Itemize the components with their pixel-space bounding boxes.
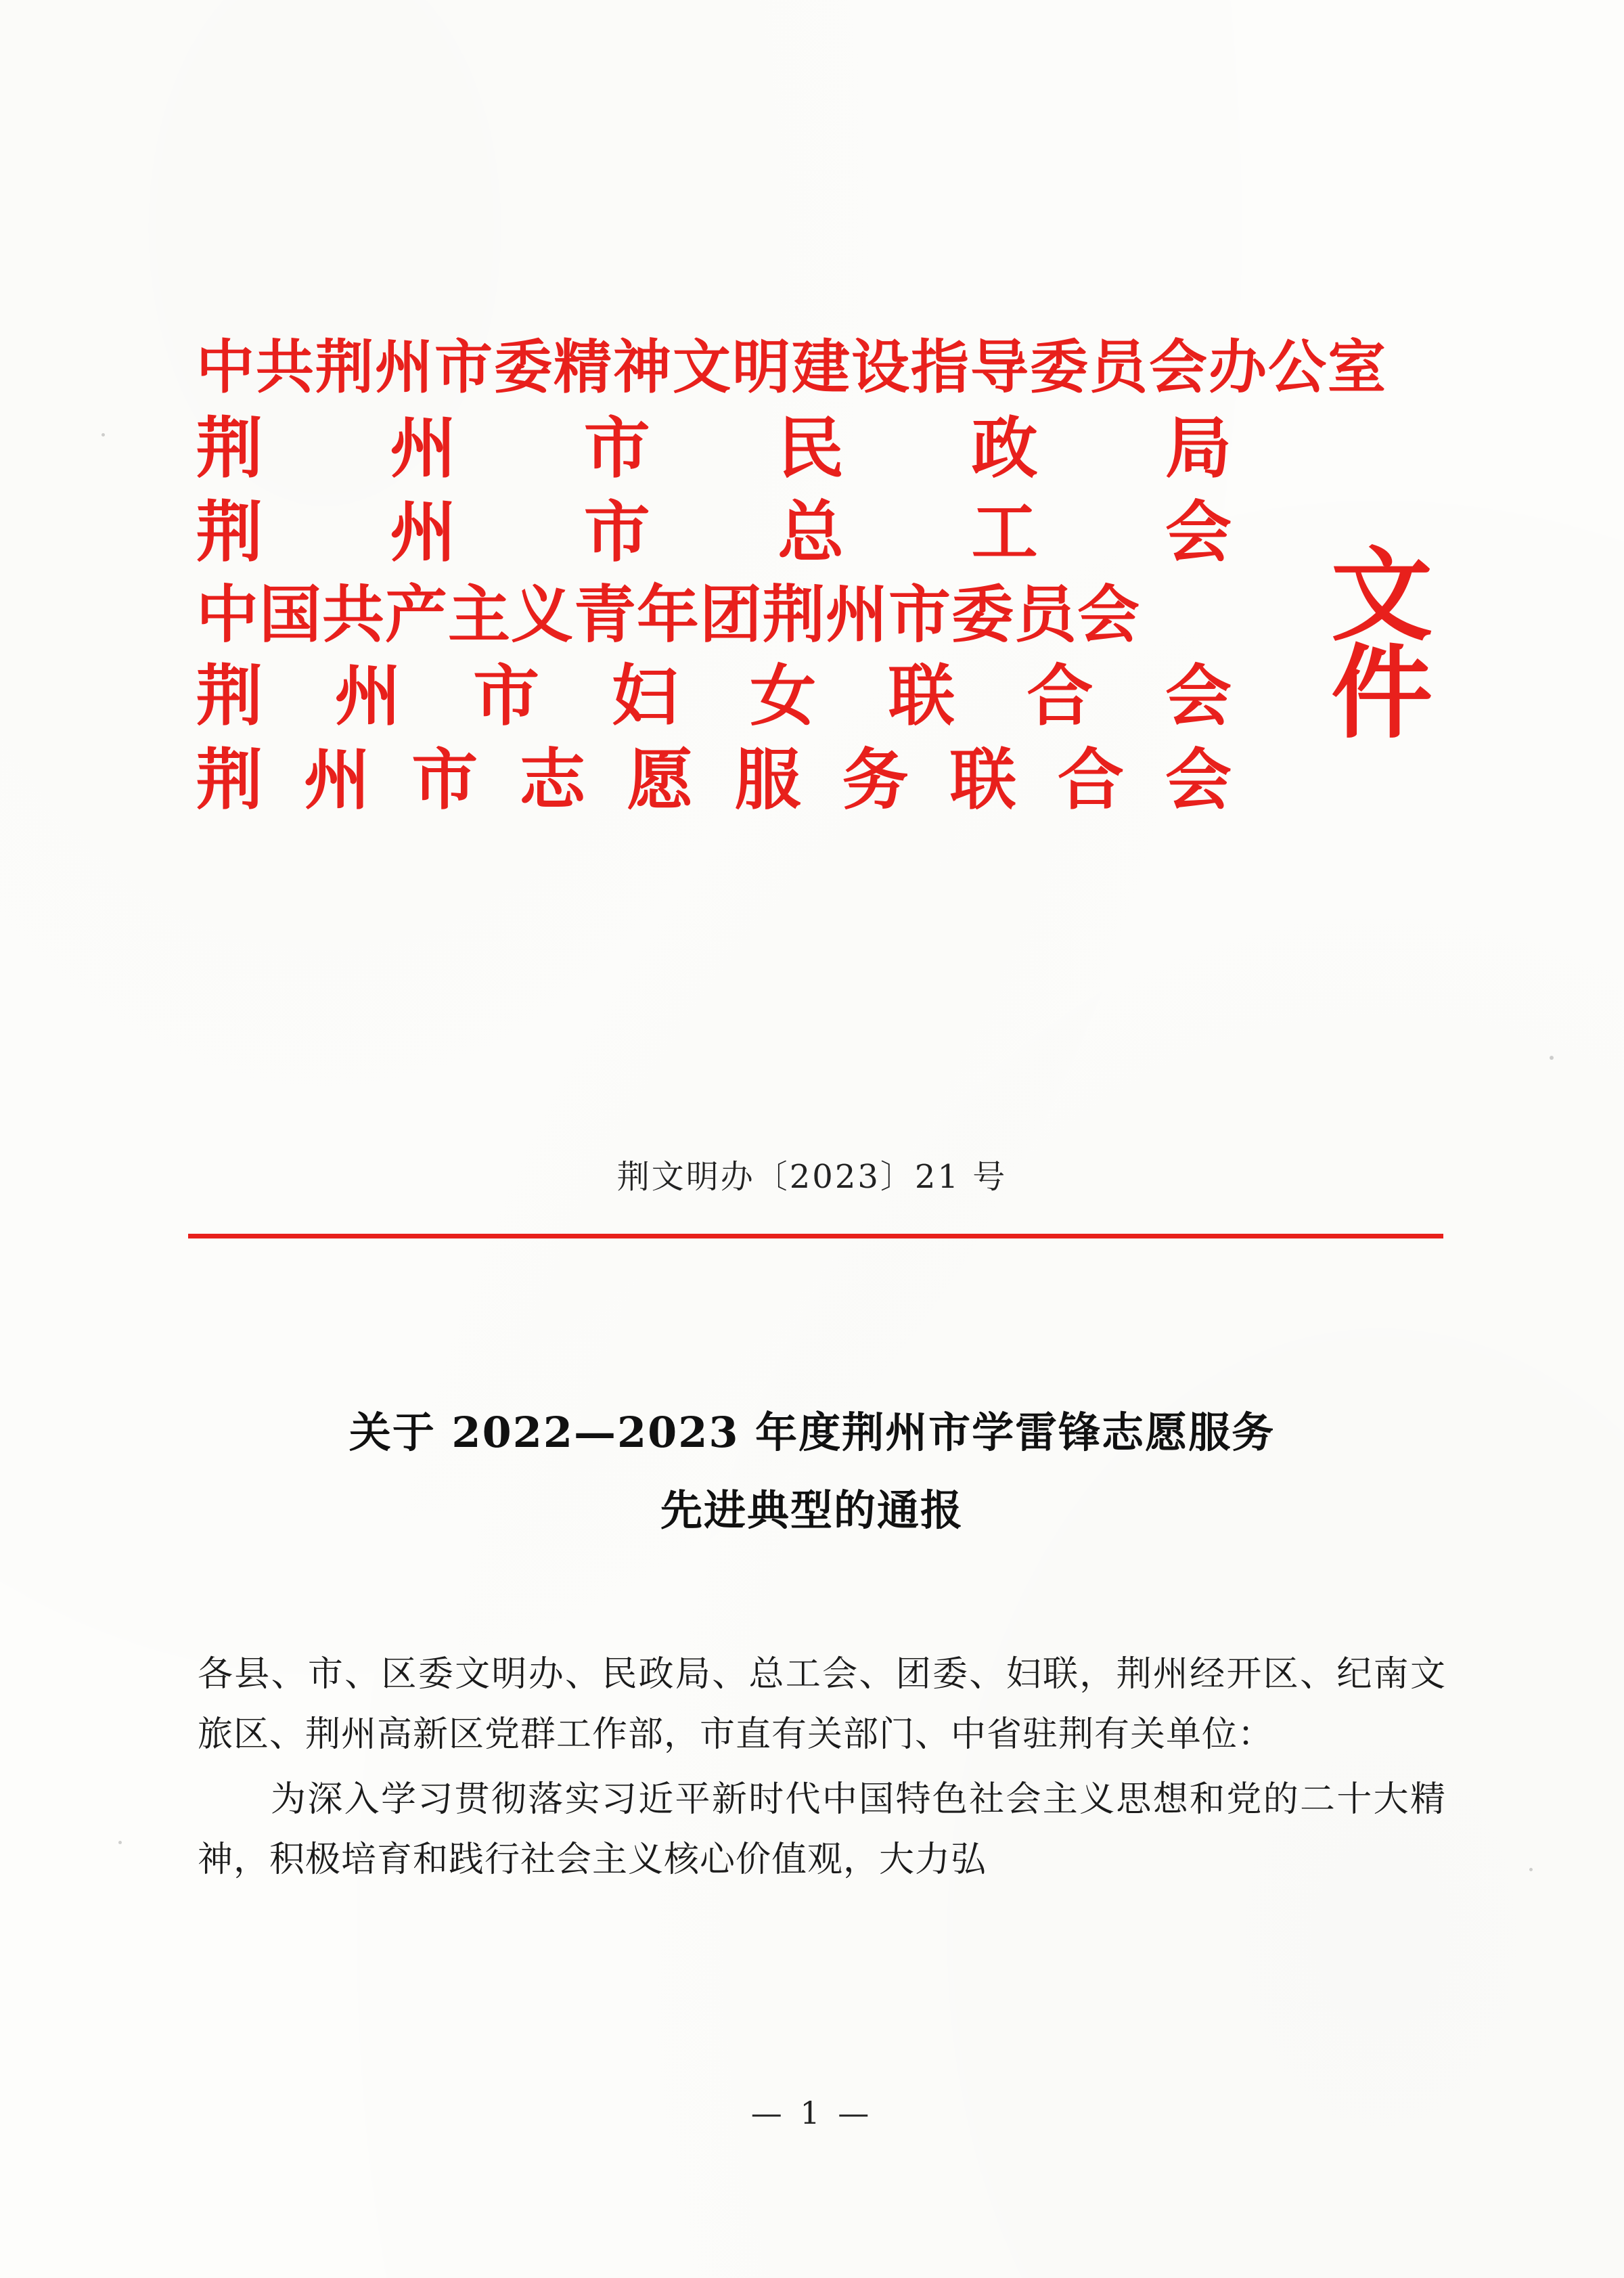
masthead-char: 荆 xyxy=(196,741,263,819)
masthead-line-3 xyxy=(196,493,1232,571)
masthead-char: 会 xyxy=(1165,741,1232,819)
masthead-char: 荆 xyxy=(196,657,263,735)
recipients-paragraph: 各县、市、区委文明办、民政局、总工会、团委、妇联，荆州经开区、纪南文旅区、荆州高新区党群工作部，市直有关部门、中省驻荆有关单位： xyxy=(198,1654,1446,1756)
masthead-char: 联 xyxy=(888,657,955,735)
masthead-char: 市 xyxy=(473,657,540,735)
masthead-char: 市 xyxy=(583,493,650,571)
masthead-char: 政 xyxy=(971,409,1038,487)
masthead xyxy=(196,333,1435,831)
masthead-char: 服 xyxy=(734,741,801,819)
masthead-char: 民 xyxy=(777,409,844,487)
masthead-char: 女 xyxy=(750,657,817,735)
masthead-char: 会 xyxy=(1165,657,1232,735)
masthead-line-2 xyxy=(196,409,1232,487)
masthead-char: 局 xyxy=(1165,409,1232,487)
scan-speck xyxy=(1529,1868,1533,1871)
masthead-char: 荆 xyxy=(196,493,263,571)
masthead-line-6 xyxy=(196,741,1232,819)
masthead-char: 州 xyxy=(334,657,401,735)
masthead-vertical-mark: 文件 xyxy=(1313,541,1433,736)
masthead-char: 务 xyxy=(842,741,909,819)
page-title-line-1: 关于 2022—2023 年度荆州市学雷锋志愿服务 xyxy=(348,1408,1276,1457)
masthead-char: 州 xyxy=(390,493,457,571)
masthead-char: 志 xyxy=(519,741,586,819)
masthead-char: 州 xyxy=(304,741,371,819)
masthead-char: 市 xyxy=(583,409,650,487)
masthead-char: 联 xyxy=(949,741,1016,819)
masthead-char: 妇 xyxy=(611,657,678,735)
masthead-char: 总 xyxy=(777,493,844,571)
masthead-char: 愿 xyxy=(627,741,694,819)
masthead-char: 合 xyxy=(1057,741,1124,819)
scan-speck xyxy=(1550,1056,1554,1060)
masthead-line-5 xyxy=(196,657,1232,735)
masthead-char: 市 xyxy=(411,741,478,819)
masthead-char: 会 xyxy=(1165,493,1232,571)
page-number: — 1 — xyxy=(750,2095,874,2131)
masthead-line-1: 中共荆州市委精神文明建设指导委员会办公室 xyxy=(196,333,1387,401)
masthead-char: 荆 xyxy=(196,409,263,487)
masthead-char: 工 xyxy=(971,493,1038,571)
scan-speck xyxy=(118,1841,122,1844)
red-separator-rule xyxy=(188,1234,1443,1238)
scan-speck xyxy=(102,433,105,437)
masthead-char: 州 xyxy=(390,409,457,487)
page-title xyxy=(203,1401,1421,1542)
body-paragraph-1: 为深入学习贯彻落实习近平新时代中国特色社会主义思想和党的二十大精神，积极培育和践行社会主义核心价值观，大力弘 xyxy=(198,1779,1446,1881)
masthead-char: 合 xyxy=(1027,657,1093,735)
page-title-line-2: 先进典型的通报 xyxy=(660,1486,964,1535)
document-body xyxy=(198,1645,1446,1895)
document-number: 荆文明办〔2023〕21 号 xyxy=(616,1158,1008,1196)
masthead-line-4: 中国共产主义青年团荆州市委员会 xyxy=(196,578,1141,651)
